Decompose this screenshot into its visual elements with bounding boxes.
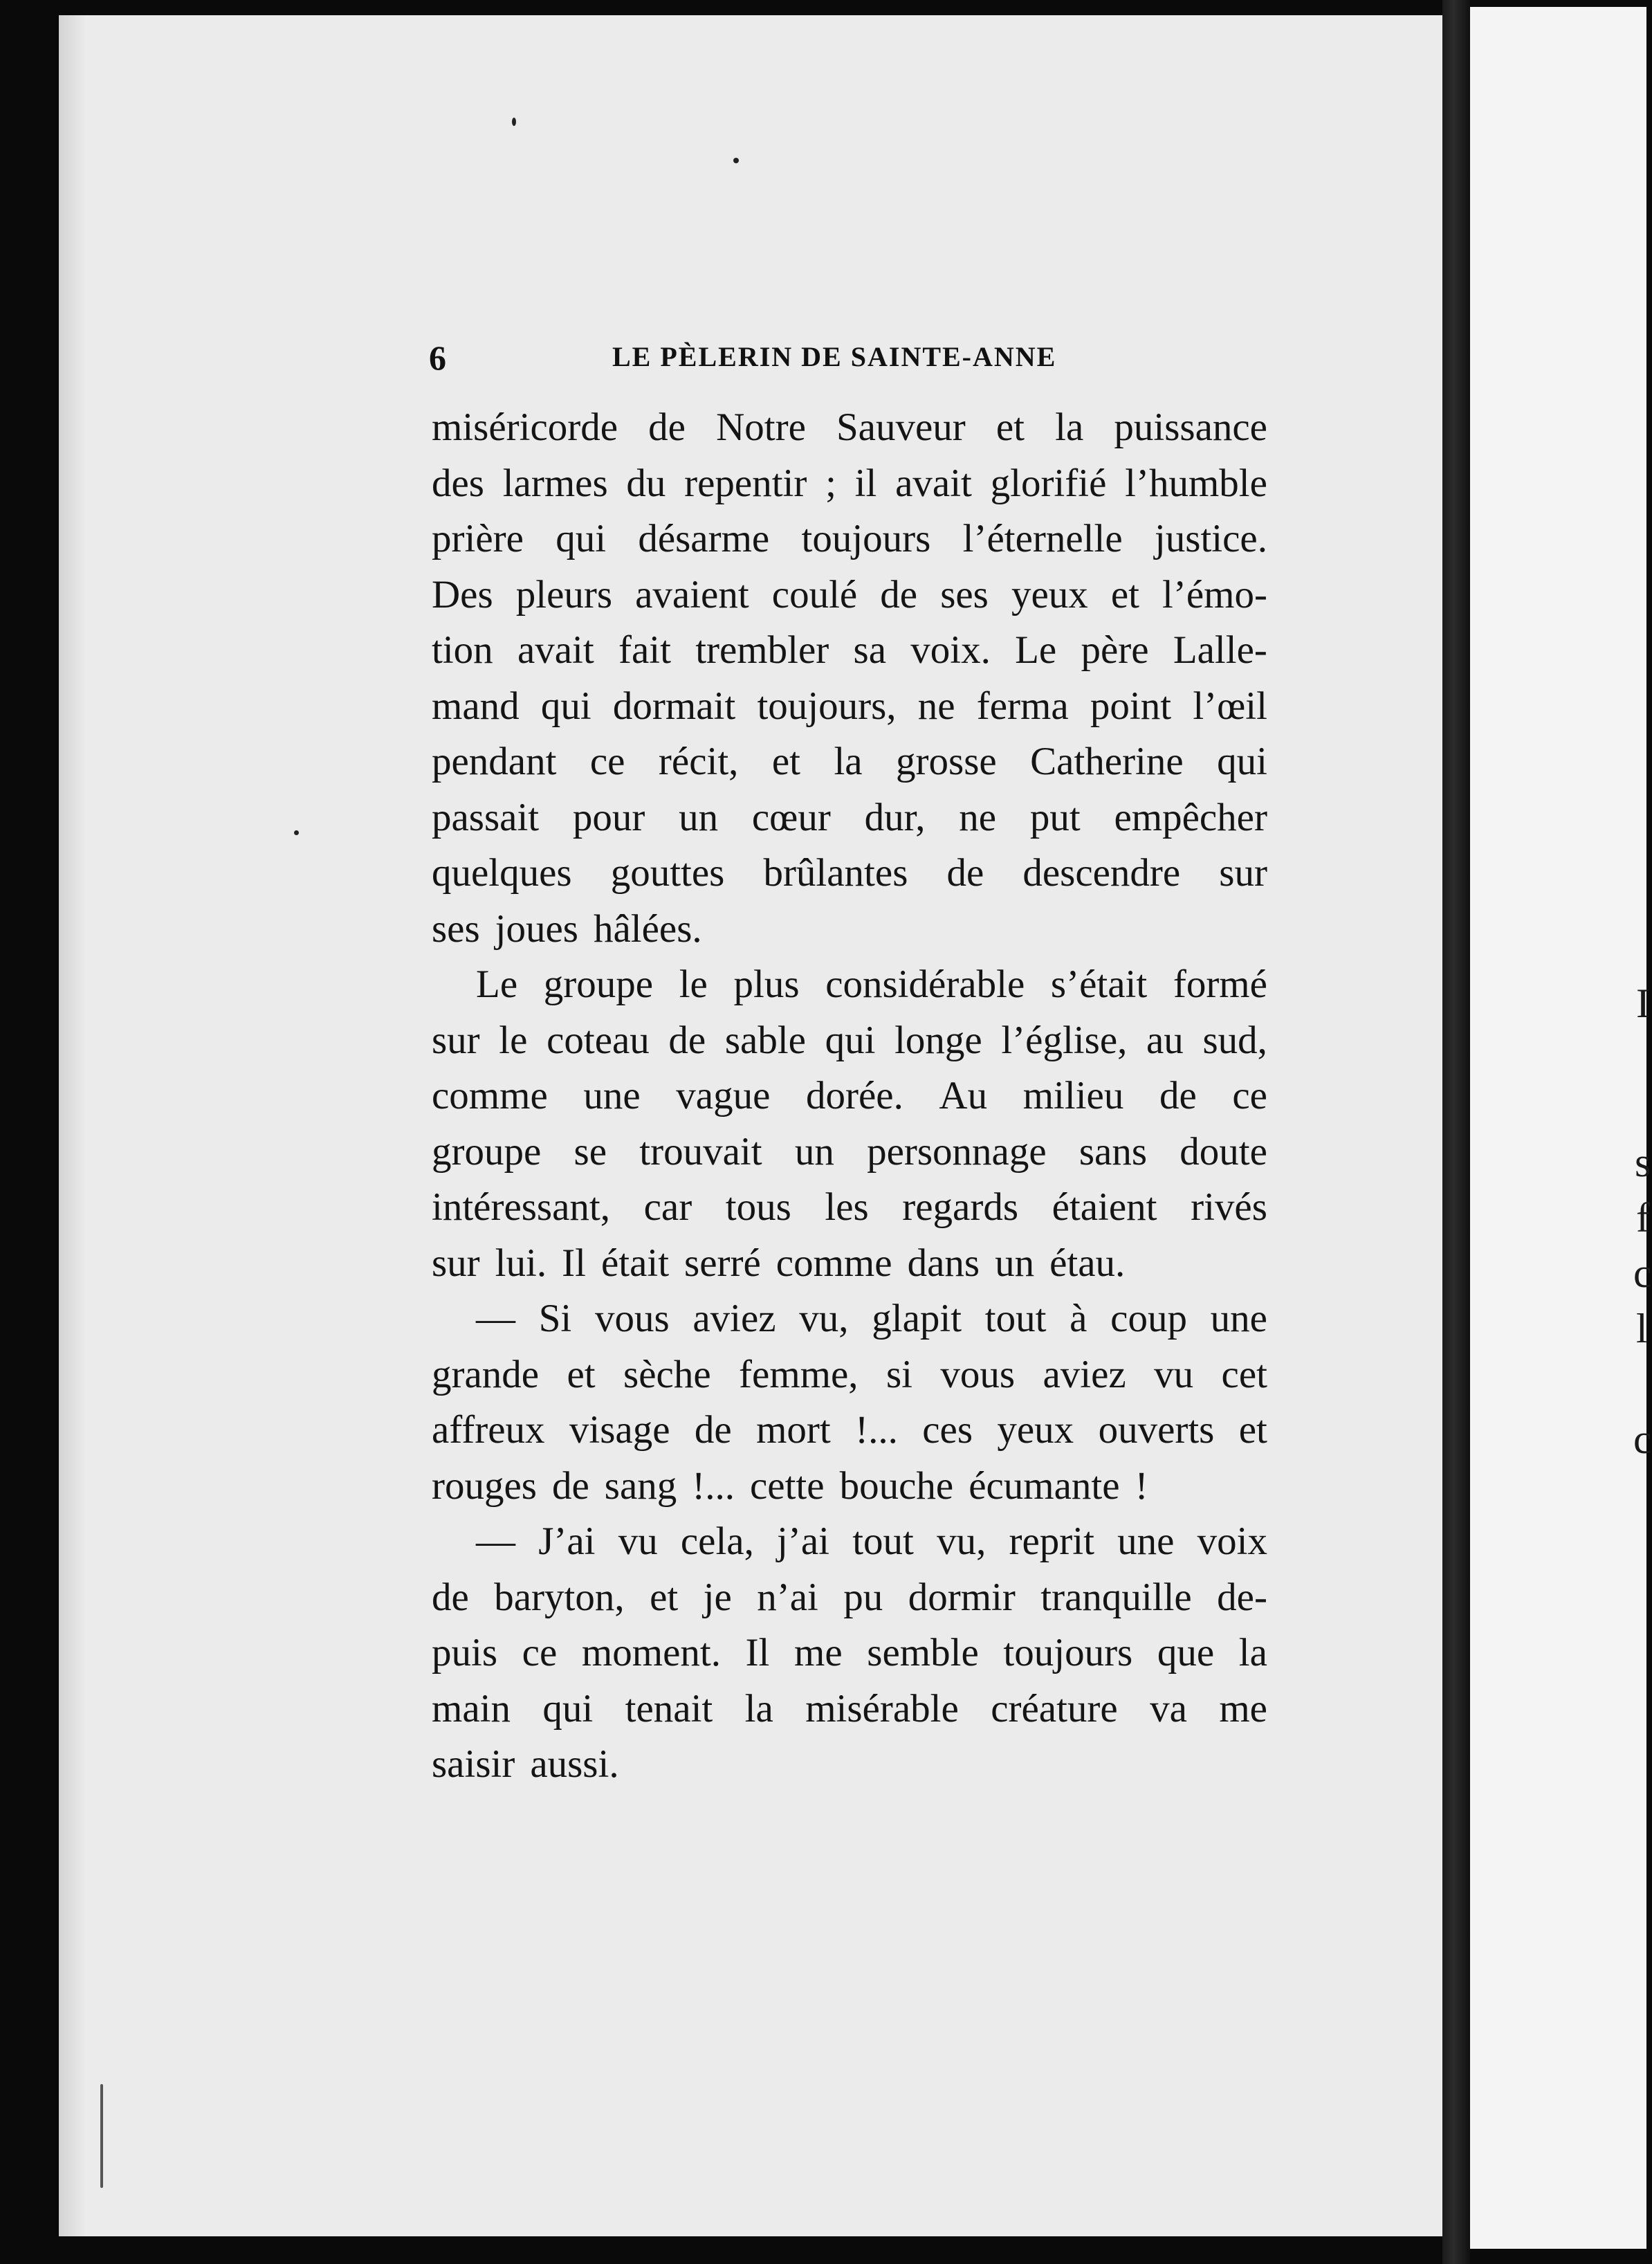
text-line xyxy=(432,1625,1267,1681)
word: sable xyxy=(724,1018,806,1062)
word: main xyxy=(432,1686,511,1731)
word: serré xyxy=(684,1241,761,1285)
word: de xyxy=(1159,1074,1197,1117)
text-line xyxy=(432,400,1267,456)
word: comme xyxy=(432,1074,548,1117)
word: grande xyxy=(432,1352,540,1396)
word: groupe xyxy=(432,1129,542,1174)
text-line xyxy=(432,1124,1267,1180)
word: sang xyxy=(604,1463,677,1508)
word: ferma xyxy=(976,684,1069,728)
word: mort xyxy=(756,1408,831,1452)
text-line xyxy=(432,1570,1267,1626)
word: glorifié xyxy=(990,461,1107,505)
ink-speck xyxy=(100,2084,103,2188)
text-line xyxy=(432,790,1267,846)
word: groupe xyxy=(543,962,654,1006)
word: ses xyxy=(432,906,480,951)
word: moment. xyxy=(581,1631,721,1674)
word: quelques xyxy=(432,851,572,895)
text-line xyxy=(432,1737,1267,1793)
word: justice. xyxy=(1154,517,1267,560)
word: de xyxy=(694,1408,732,1452)
word: Le xyxy=(1015,628,1057,672)
word: !... xyxy=(692,1463,735,1508)
word: gouttes xyxy=(610,851,725,895)
word: ! xyxy=(1135,1463,1148,1508)
word: J’ai xyxy=(538,1519,596,1563)
word: joues xyxy=(495,906,578,951)
word: femme, xyxy=(739,1352,859,1396)
word: qui xyxy=(825,1018,876,1062)
word: j’ai xyxy=(777,1519,830,1563)
word: — xyxy=(476,1297,515,1340)
word: put xyxy=(1029,795,1081,839)
word: sa xyxy=(853,628,886,672)
word: l’humble xyxy=(1125,461,1267,505)
word: point xyxy=(1090,684,1172,728)
word: cet xyxy=(1221,1352,1267,1396)
word: dormir xyxy=(908,1575,1016,1619)
word: et xyxy=(567,1352,596,1396)
word: glapit xyxy=(872,1297,962,1340)
word: tion xyxy=(432,628,493,672)
word: et xyxy=(995,405,1025,449)
word: désarme xyxy=(638,517,770,560)
text-line xyxy=(432,1681,1267,1737)
word: et xyxy=(771,740,801,783)
word: tranquille xyxy=(1040,1575,1192,1619)
text-line xyxy=(432,846,1267,902)
text-line xyxy=(432,623,1267,679)
word: voix xyxy=(1197,1519,1267,1563)
word: les xyxy=(825,1185,869,1229)
page-number: 6 xyxy=(429,338,446,377)
word: du xyxy=(626,461,666,505)
word: affreux xyxy=(432,1408,545,1452)
text-line xyxy=(432,902,1267,958)
word: plus xyxy=(733,962,800,1006)
word: ouverts xyxy=(1098,1408,1215,1452)
word: coteau xyxy=(547,1018,650,1062)
word: l’église, xyxy=(1001,1018,1128,1062)
word: des xyxy=(432,461,484,505)
word: coup xyxy=(1110,1297,1187,1340)
word: puis xyxy=(432,1631,498,1674)
word: une xyxy=(583,1074,641,1117)
word: qui xyxy=(1217,740,1267,783)
text-line xyxy=(432,1236,1267,1292)
word: repentir xyxy=(684,461,807,505)
word: Si xyxy=(538,1297,572,1340)
word: trembler xyxy=(695,628,829,672)
word: Des xyxy=(432,572,493,617)
ink-speck xyxy=(294,830,299,835)
word: n’ai xyxy=(757,1575,818,1619)
word: larmes xyxy=(502,461,608,505)
word: avait xyxy=(517,628,594,672)
word: brûlantes xyxy=(763,851,908,895)
word: tout xyxy=(852,1519,914,1563)
word: rouges xyxy=(432,1463,537,1508)
word: vous xyxy=(940,1352,1016,1396)
word: tenait xyxy=(625,1686,713,1731)
word: dur, xyxy=(864,795,926,839)
word: toujours xyxy=(801,517,931,560)
word: de xyxy=(648,405,686,449)
word: de- xyxy=(1217,1575,1267,1619)
word: personnage xyxy=(867,1129,1047,1174)
text-line xyxy=(432,1403,1267,1459)
word: grosse xyxy=(896,740,997,783)
word: hâlées. xyxy=(594,906,702,951)
word: cela, xyxy=(680,1519,754,1563)
word: avaient xyxy=(635,572,749,617)
word: un xyxy=(794,1129,834,1174)
word: doute xyxy=(1180,1129,1267,1174)
word: miséricorde xyxy=(432,405,618,449)
word: qui xyxy=(542,1686,594,1731)
word: formé xyxy=(1173,962,1267,1006)
word: voix. xyxy=(910,628,991,672)
word: vu, xyxy=(937,1519,986,1563)
word: le xyxy=(499,1018,528,1062)
text-line xyxy=(432,1068,1267,1124)
word: tous xyxy=(725,1185,791,1229)
word: bouche xyxy=(839,1463,954,1508)
word: va xyxy=(1150,1686,1187,1731)
word: longe xyxy=(894,1018,982,1062)
ink-speck xyxy=(512,118,516,126)
word: sur xyxy=(1219,851,1267,895)
word: misérable xyxy=(805,1686,959,1731)
word: passait xyxy=(432,795,540,839)
word: Lalle- xyxy=(1173,628,1267,672)
word: cœur xyxy=(751,795,831,839)
word: et xyxy=(650,1575,679,1619)
word: Sauveur xyxy=(836,405,966,449)
word: la xyxy=(1055,405,1084,449)
word: à xyxy=(1070,1297,1087,1340)
text-line xyxy=(432,1013,1267,1069)
text-line xyxy=(432,1347,1267,1403)
word: le xyxy=(679,962,708,1006)
word: ne xyxy=(959,795,997,839)
word: Il xyxy=(562,1241,586,1285)
word: Au xyxy=(939,1074,988,1117)
running-title: LE PÈLERIN DE SAINTE-ANNE xyxy=(612,341,1057,372)
word: ce xyxy=(589,740,625,783)
word: l’éternelle xyxy=(962,517,1123,560)
word: trouvait xyxy=(639,1129,762,1174)
word: fait xyxy=(618,628,671,672)
word: sèche xyxy=(623,1352,711,1396)
word: que xyxy=(1157,1631,1215,1674)
word: de xyxy=(880,572,918,617)
text-line xyxy=(432,957,1267,1013)
word: lui. xyxy=(495,1241,547,1285)
word: écumante xyxy=(969,1463,1120,1508)
facing-page xyxy=(1470,7,1652,2249)
word: l’œil xyxy=(1193,684,1267,728)
word: me xyxy=(1219,1686,1267,1731)
word: vu, xyxy=(799,1297,849,1340)
word: de xyxy=(551,1463,589,1508)
word: étau. xyxy=(1049,1241,1126,1285)
edge-glyph: s xyxy=(1635,1140,1651,1185)
edge-glyph: f xyxy=(1636,1195,1650,1241)
word: qui xyxy=(540,684,591,728)
word: prière xyxy=(432,517,524,560)
word: rivés xyxy=(1191,1185,1267,1229)
word: cette xyxy=(750,1463,825,1508)
word: pour xyxy=(572,795,645,839)
word: pendant xyxy=(432,740,557,783)
word: et xyxy=(1238,1408,1267,1452)
word: la xyxy=(1238,1631,1267,1674)
word: ce xyxy=(522,1631,558,1674)
book-spine xyxy=(1442,0,1470,2264)
word: toujours xyxy=(1003,1631,1133,1674)
word: ce xyxy=(1232,1074,1267,1117)
word: ses xyxy=(940,572,989,617)
word: saisir xyxy=(432,1742,515,1786)
word: aviez xyxy=(1043,1352,1126,1396)
word: créature xyxy=(991,1686,1118,1731)
word: puissance xyxy=(1114,405,1267,449)
text-line xyxy=(432,1459,1267,1515)
word: milieu xyxy=(1022,1074,1124,1117)
word: de xyxy=(432,1575,469,1619)
word: Catherine xyxy=(1030,740,1184,783)
word: il xyxy=(854,461,877,505)
word: sud, xyxy=(1202,1018,1267,1062)
word: avait xyxy=(895,461,972,505)
word: étaient xyxy=(1052,1185,1157,1229)
word: pleurs xyxy=(515,572,613,617)
text-line xyxy=(432,1514,1267,1570)
word: sans xyxy=(1079,1129,1148,1174)
text-line xyxy=(432,456,1267,512)
text-line xyxy=(432,679,1267,735)
word: la xyxy=(834,740,863,783)
word: dormait xyxy=(612,684,736,728)
word: Notre xyxy=(716,405,806,449)
word: récit, xyxy=(658,740,739,783)
word: semble xyxy=(867,1631,979,1674)
word: aussi. xyxy=(530,1742,619,1786)
word: me xyxy=(794,1631,843,1674)
word: !... xyxy=(855,1408,898,1452)
word: vague xyxy=(676,1074,771,1117)
text-line xyxy=(432,567,1267,623)
word: pu xyxy=(843,1575,883,1619)
word: visage xyxy=(569,1408,670,1452)
text-line xyxy=(432,511,1267,567)
word: empêcher xyxy=(1114,795,1267,839)
word: Il xyxy=(745,1631,770,1674)
word: ; xyxy=(825,461,836,505)
word: et xyxy=(1110,572,1139,617)
edge-glyph: I xyxy=(1636,980,1650,1026)
word: baryton, xyxy=(494,1575,625,1619)
word: vu xyxy=(1154,1352,1194,1396)
word: un xyxy=(995,1241,1035,1285)
text-line xyxy=(432,1291,1267,1347)
word: tout xyxy=(984,1297,1047,1340)
word: la xyxy=(744,1686,773,1731)
word: aviez xyxy=(692,1297,776,1340)
edge-glyph: c xyxy=(1633,1416,1652,1462)
word: au xyxy=(1146,1018,1184,1062)
text-line xyxy=(432,1180,1267,1236)
word: ces xyxy=(922,1408,973,1452)
word: Le xyxy=(476,962,518,1006)
word: si xyxy=(885,1352,912,1396)
page-header xyxy=(429,338,1273,379)
word: se xyxy=(573,1129,607,1174)
word: une xyxy=(1117,1519,1175,1563)
word: ne xyxy=(917,684,955,728)
word: une xyxy=(1210,1297,1267,1340)
word: reprit xyxy=(1009,1519,1094,1563)
word: vous xyxy=(594,1297,670,1340)
word: coulé xyxy=(771,572,858,617)
text-line xyxy=(432,734,1267,790)
word: descendre xyxy=(1022,851,1181,895)
word: sur xyxy=(432,1241,480,1285)
word: l’émo- xyxy=(1162,572,1267,617)
word: père xyxy=(1081,628,1149,672)
word: était xyxy=(600,1241,670,1285)
word: dorée. xyxy=(805,1074,903,1117)
word: de xyxy=(946,851,984,895)
word: regards xyxy=(902,1185,1019,1229)
word: qui xyxy=(556,517,607,560)
word: dans xyxy=(907,1241,980,1285)
word: — xyxy=(476,1519,515,1563)
edge-glyph: c xyxy=(1633,1250,1652,1296)
word: car xyxy=(643,1185,692,1229)
body-text xyxy=(432,400,1267,1793)
word: un xyxy=(679,795,719,839)
edge-glyph: l xyxy=(1636,1306,1648,1351)
word: intéressant, xyxy=(432,1185,611,1229)
word: yeux xyxy=(1011,572,1088,617)
word: comme xyxy=(775,1241,892,1285)
word: mand xyxy=(432,684,520,728)
word: toujours, xyxy=(757,684,897,728)
word: s’était xyxy=(1050,962,1148,1006)
word: je xyxy=(703,1575,732,1619)
ink-speck xyxy=(733,158,739,163)
word: considérable xyxy=(825,962,1025,1006)
word: sur xyxy=(432,1018,480,1062)
word: yeux xyxy=(997,1408,1074,1452)
word: vu xyxy=(618,1519,658,1563)
word: de xyxy=(668,1018,706,1062)
